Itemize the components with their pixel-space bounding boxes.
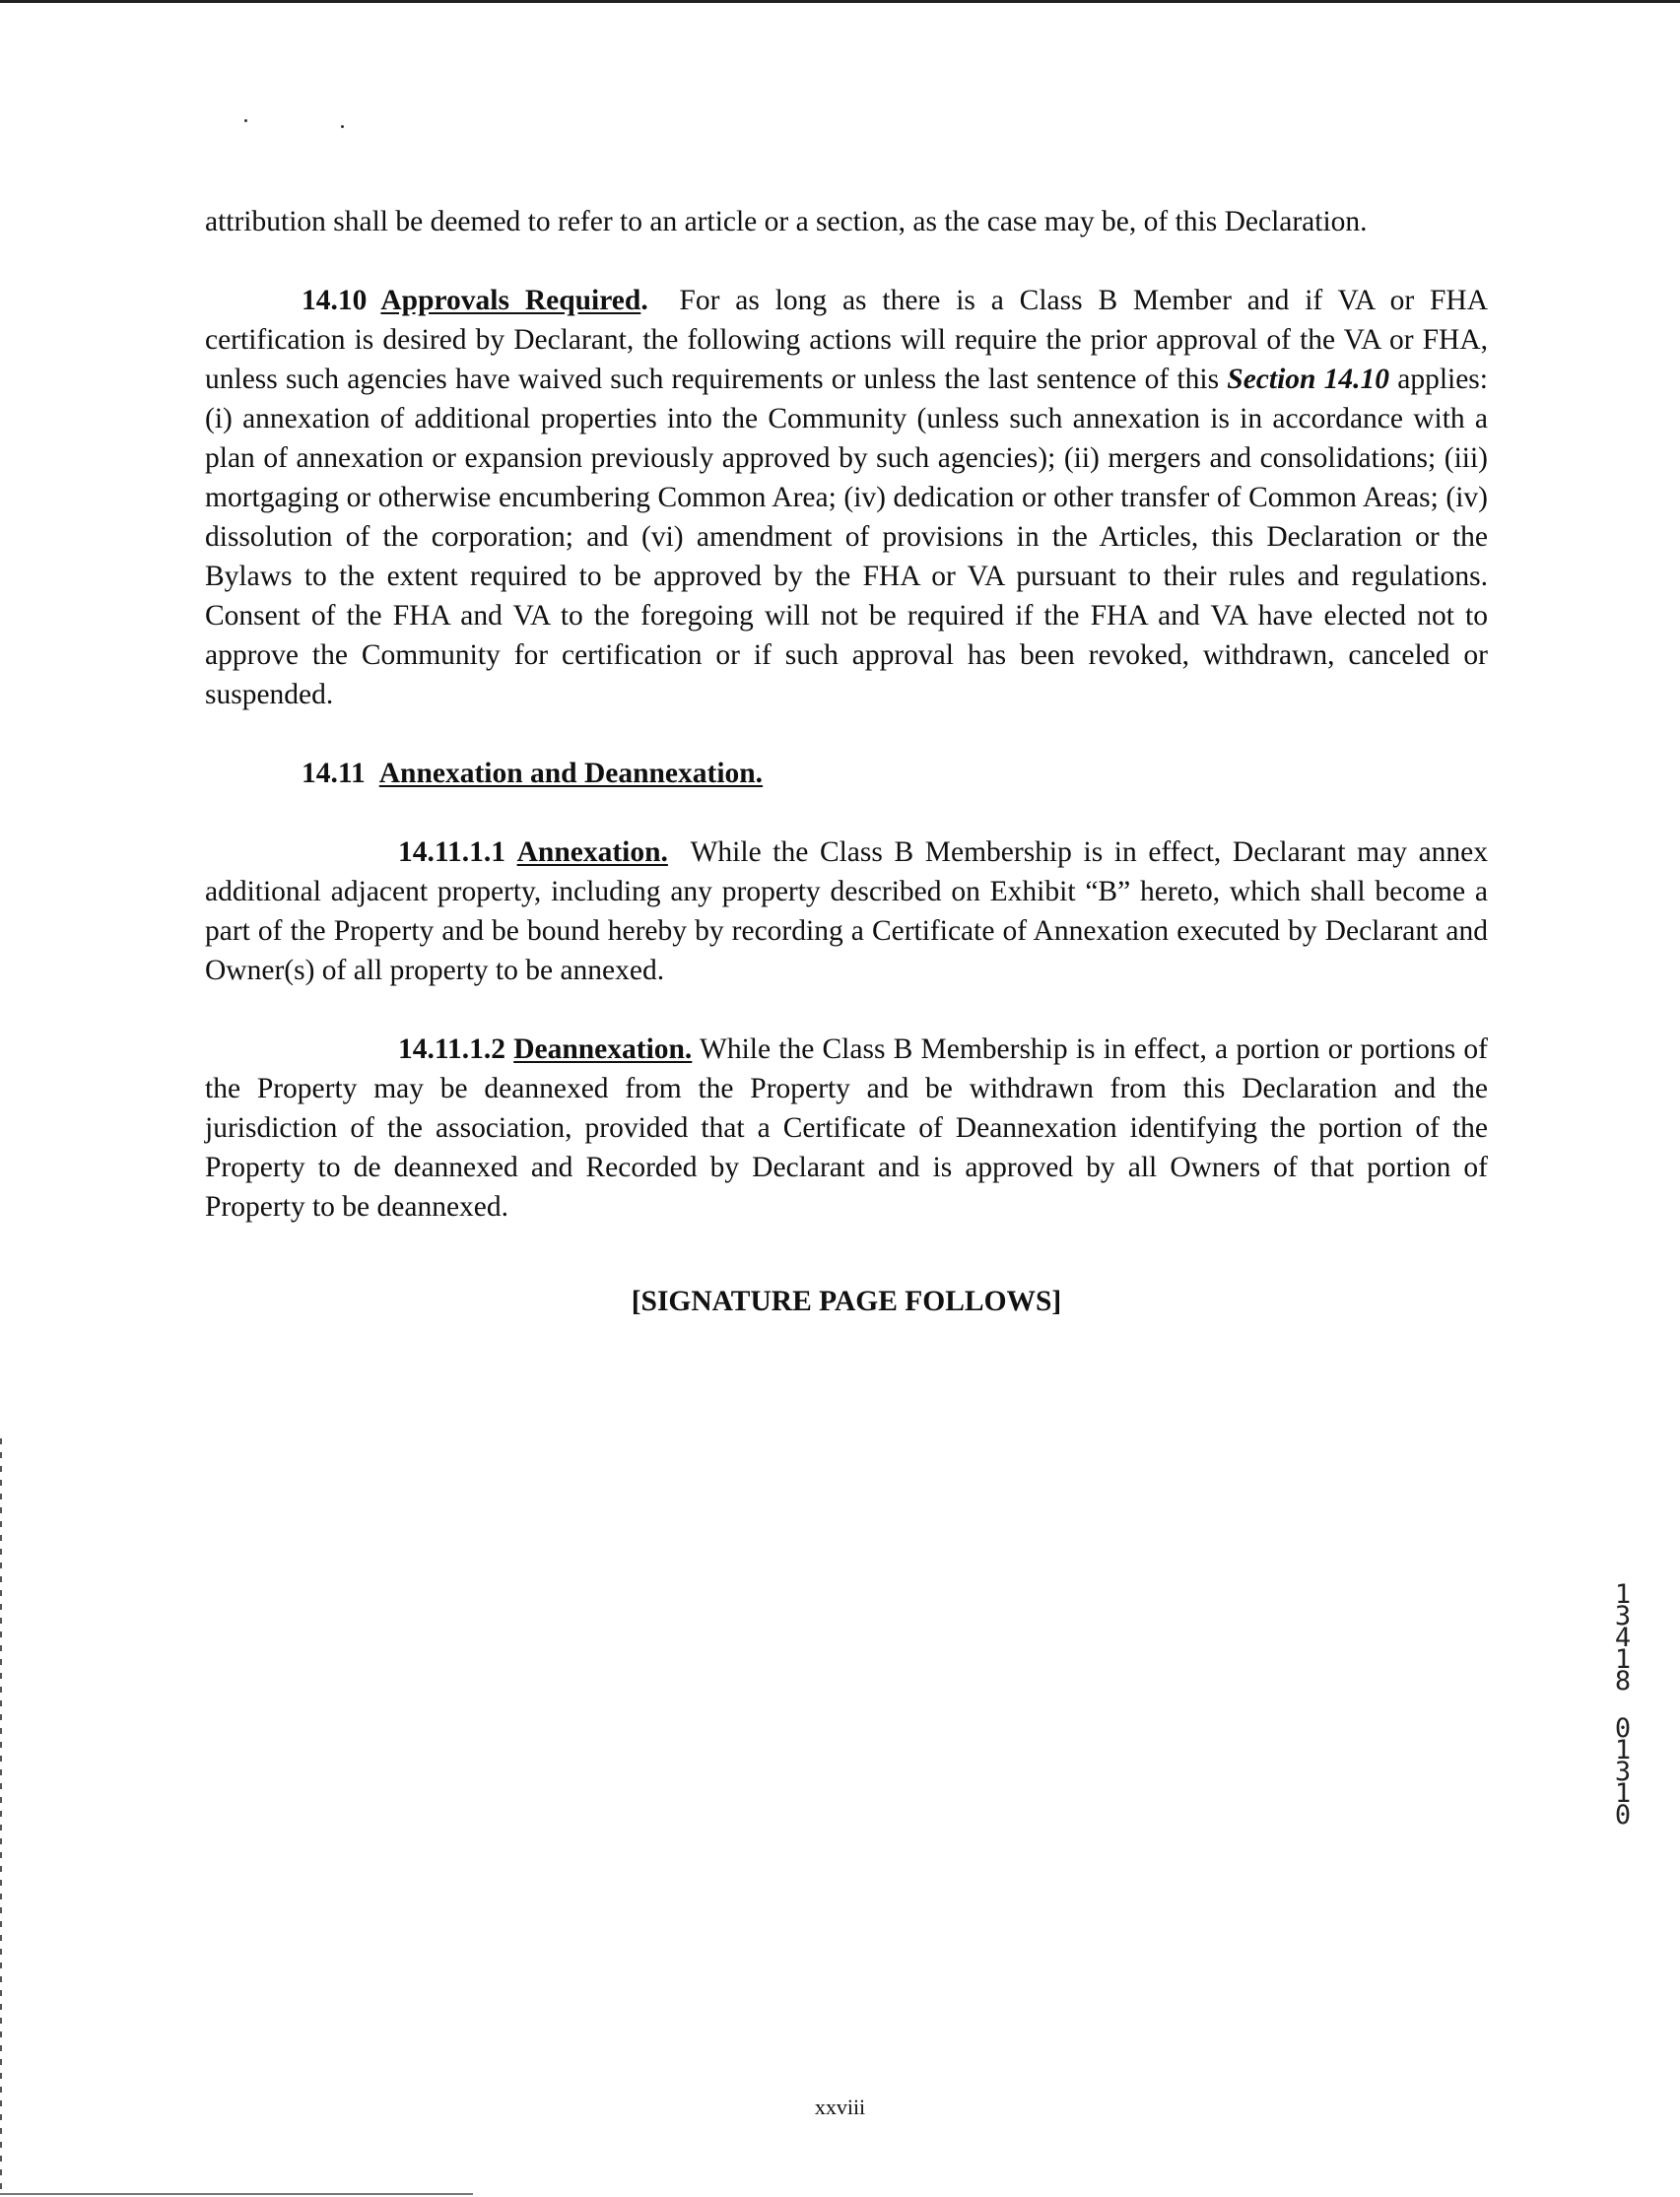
section-text: applies: (i) annexation of additional properties into the Community (unless such annexation is in accordance with a plan of annexation or expansion previously approved by such agencies); (ii) mergers and consolidations; (iii) mortgaging or otherwise encumbering Common Area; (iv) dedication or other transfer of Common Areas; (iv) dissolution of the corporation; and (vi) amendment of provisions in the Articles, this Declaration or the Bylaws to the extent required to be approved by the FHA or VA pursuant to their rules and regulations. Consent of the FHA and VA to the foregoing will not be required if the FHA and VA have elected not to approve the Community for certification or if such approval has been revoked, withdrawn, canceled or suspended.	[205, 364, 1488, 710]
section-14-11-heading	[205, 754, 1488, 793]
section-14-11-1-1-paragraph	[205, 832, 1488, 990]
section-number: 14.10	[302, 285, 368, 316]
section-title-period: .	[640, 285, 648, 316]
scan-left-edge	[0, 1438, 2, 2197]
section-reference: Section 14.10	[1227, 364, 1390, 395]
scan-speck	[244, 119, 247, 122]
section-number: 14.11.1.1	[398, 836, 505, 868]
intro-paragraph: attribution shall be deemed to refer to an article or a section, as the case may be, of this Declaration.	[205, 206, 1368, 237]
scan-top-border	[0, 0, 1680, 3]
stamp-part-2: 01310	[1614, 1713, 1632, 1831]
signature-page-notice: [SIGNATURE PAGE FOLLOWS]	[631, 1286, 1062, 1317]
scan-bottom-edge	[0, 2193, 473, 2195]
recording-number-stamp	[1608, 1579, 1638, 1831]
stamp-part-1: 13418	[1614, 1579, 1632, 1697]
section-number: 14.11	[302, 758, 366, 789]
section-number: 14.11.1.2	[398, 1033, 505, 1065]
section-title: Approvals Required	[380, 285, 641, 316]
section-14-11-1-2-paragraph	[205, 1030, 1488, 1227]
section-text: While the Class B Membership is in effect, Declarant may annex additional adjacent property, including any property described on Exhibit “B” hereto, which shall become a part of the Property and be bound hereby by recording a Certificate of Annexation executed by Declarant and Owner(s) of all property to be annexed.	[205, 836, 1489, 986]
section-title: Annexation and Deannexation.	[378, 758, 764, 789]
section-14-10-paragraph	[205, 281, 1488, 714]
section-text: For as long as there is a Class B Member and if VA or FHA certification is desired by Declarant, the following actions will require the prior approval of the VA or FHA, unless such agencies have waived such requirements or unless the last sentence of this	[205, 285, 1489, 395]
section-title: Deannexation.	[513, 1033, 693, 1065]
section-title: Annexation.	[516, 836, 668, 868]
page-number: xxviii	[814, 2095, 866, 2119]
scan-speck	[341, 125, 344, 128]
document-body	[205, 202, 1488, 1321]
section-text: While the Class B Membership is in effect, a portion or portions of the Property may be deannexed from the Property and be withdrawn from this Declaration and the jurisdiction of the association, provided that a Certificate of Deannexation identifying the portion of the Property to de deannexed and Recorded by Declarant and is approved by all Owners of that portion of Property to be deannexed.	[205, 1033, 1488, 1223]
